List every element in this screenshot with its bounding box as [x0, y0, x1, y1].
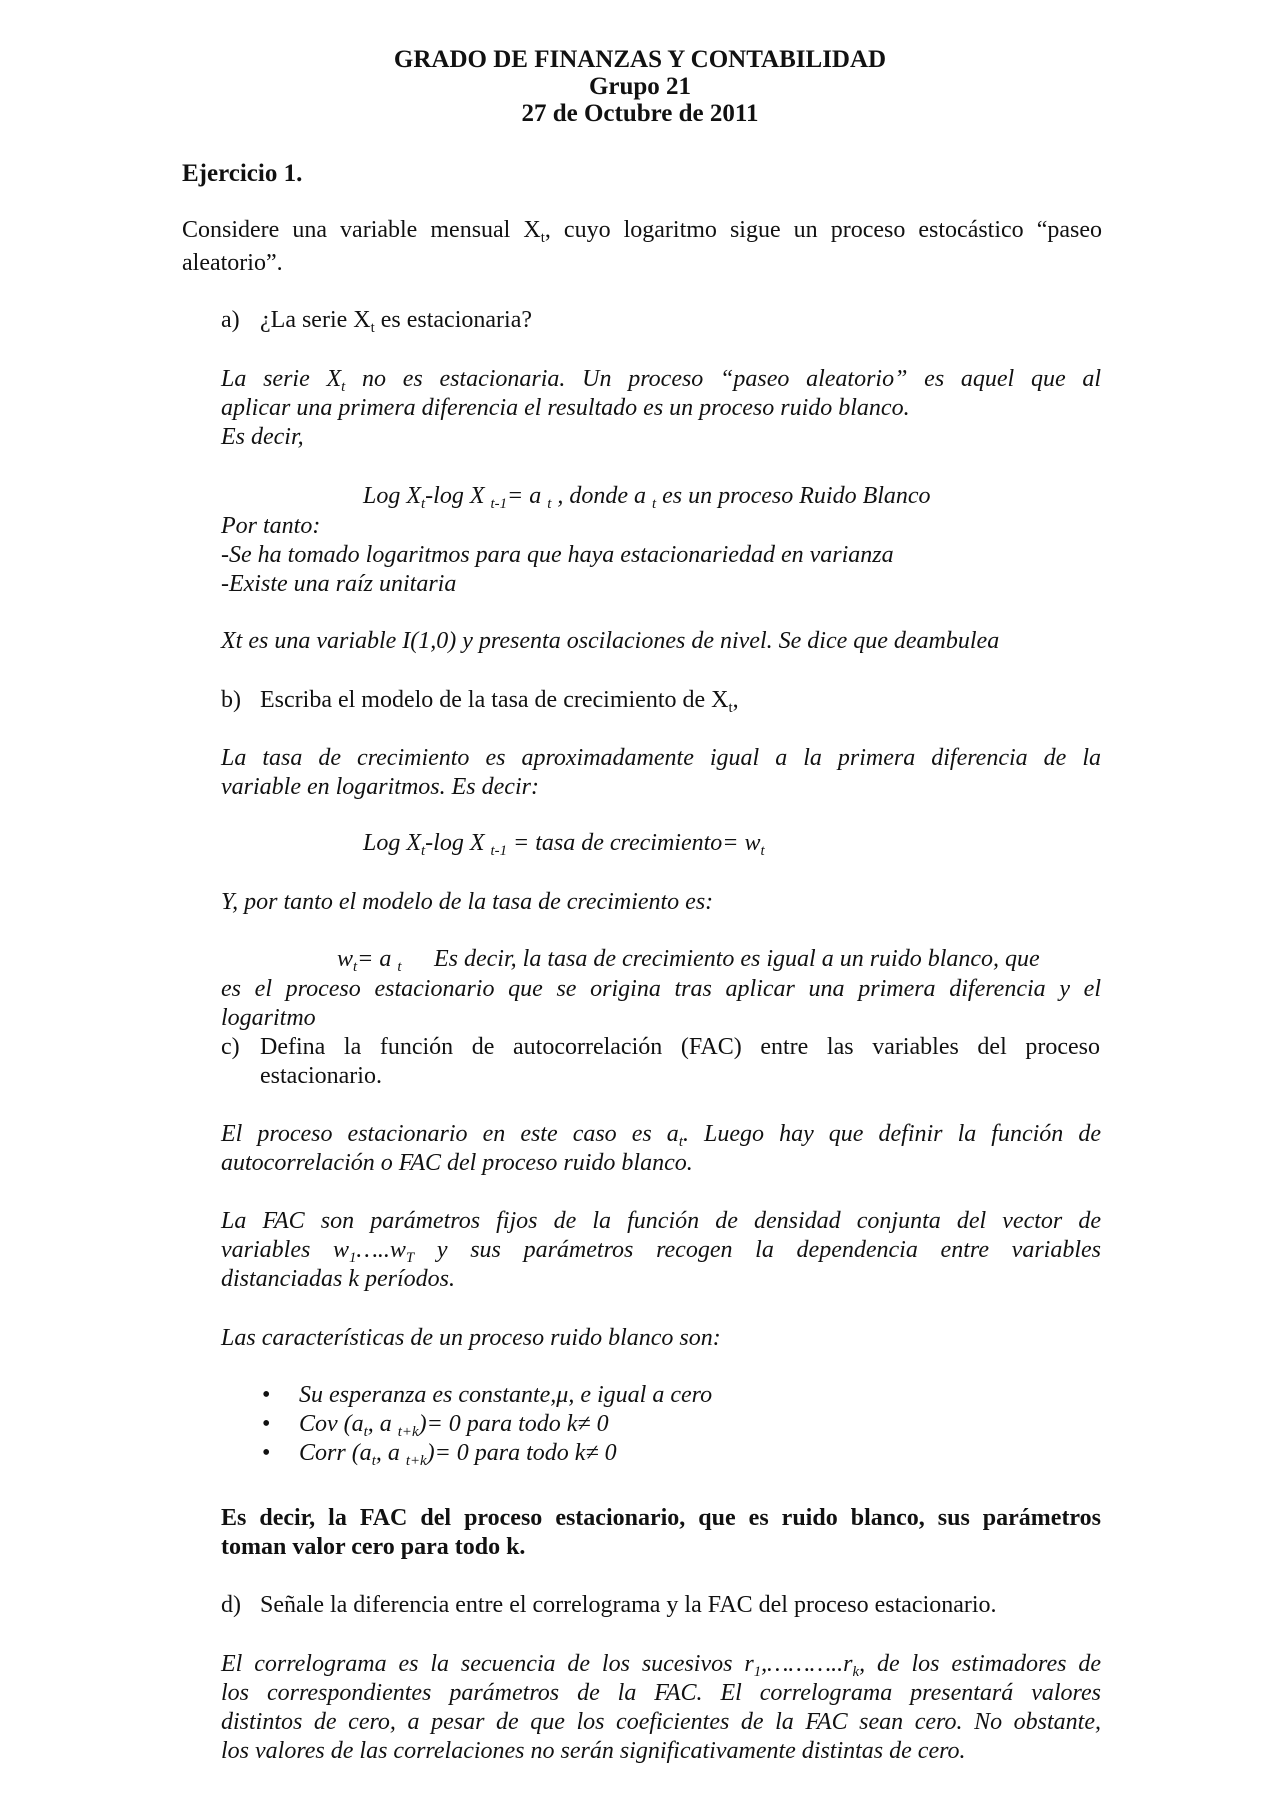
header-group: Grupo 21	[588, 73, 692, 100]
answer-c-line-1: El proceso estacionario en este caso es $a_t$. Luego hay que definir la función de	[221, 1121, 1102, 1151]
answer-a-line-3: Es decir,	[221, 424, 304, 450]
answer-c-line-3: La FAC son parámetros fijos de la función de densidad conjunta del vector de	[221, 1208, 1101, 1234]
bullet-icon: •	[262, 1411, 271, 1437]
answer-d-line-2: los correspondientes parámetros de la FAC. El correlograma presentará valores	[221, 1680, 1101, 1706]
answer-d-line-1: El correlograma es la secuencia de los sucesivos $r_1,\dots\dots\dots..r_k$, de los estimadores de	[221, 1651, 1102, 1681]
bullet-icon: •	[262, 1382, 271, 1408]
answer-c-bold-line-1: Es decir, la FAC del proceso estacionario, que es ruido blanco, sus parámetros	[221, 1505, 1101, 1531]
document-page: GRADO DE FINANZAS Y CONTABILIDAD Grupo 21 27 de Octubre de 2011 Ejercicio 1. Considere una variable mensual $X_t$, cuyo logaritmo sigue un proceso estocástico “paseo aleatorio”. a) ¿La serie $X_t$ es estacionaria? La serie $X_t$ no es estacionaria. Un proceso “paseo aleatorio” es aquel que al aplicar una primera diferencia el resultado es un proceso ruido blanco. Es decir, Log $X_t-\log$ X $_{t-1}$= a $_t$ , donde a $_t$ es un proceso Ruido Blanco Por tanto: -Se ha tomado logaritmos para que haya estacionariedad en varianza -Existe una raíz unitaria Xt es una variable I(1,0) y presenta oscilaciones de nivel. Se dice que deambulea b) Escriba el modelo de la tasa de crecimiento de $X_t$, La tasa de crecimiento es aproximadamente igual a la primera diferencia de la variable en logaritmos. Es decir: Log $X_t-\log$ X $_{t-1}$ = tasa de crecimiento= $w_t$ Y, por tanto el modelo de la tasa de crecimiento es: $w_t= a$ $_t$ Es decir, la tasa de crecimiento es igual a un ruido blanco, que es el proceso estacionario que se origina tras aplicar una primera diferencia y el logaritmo c) Defina la función de autocorrelación (FAC) entre las variables del proceso estacionario. El proceso estacionario en este caso es $a_t$. Luego hay que definir la función de autocorrelación o FAC del proceso ruido blanco. La FAC son parámetros fijos de la función de densidad conjunta del vector de variables $w_1\dots..w_T$ y sus parámetros recogen la dependencia entre variables distanciadas k períodos. Las características de un proceso ruido blanco son: • Su esperanza es constante,μ, e igual a cero • Cov ($a_t$, a $_{t+k}$)= 0 para todo k≠ 0 • Corr ($a_t$, a $_{t+k}$)= 0 para todo k≠ 0 Es decir, la FAC del proceso estacionario, que es ruido blanco, sus parámetros toman valor cero para todo k. d) Señale la diferencia entre el correlograma y la FAC del proceso estacionario. El correlograma es la secuencia de los sucesivos $r_1,\dots\dots\dots..r_k$, de los estimadores de los correspondientes parámetros de la FAC. El correlograma presentará valores distintos de cero, a pesar de que los coeficientes de la FAC sean cero. No obstante, los valores de las correlaciones no serán significativamente distintas de cero.	[0, 0, 1280, 1811]
question-a-label: a)	[221, 307, 240, 333]
equation-random-walk: Log $X_t-\log$ X $_{t-1}$= a $_t$ , donde a $_t$ es un proceso Ruido Blanco	[363, 483, 931, 513]
answer-b-line-2: variable en logaritmos. Es decir:	[221, 774, 539, 800]
answer-a-conclusion: Xt es una variable I(1,0) y presenta oscilaciones de nivel. Se dice que deambulea	[221, 628, 1000, 654]
question-b-text: Escriba el modelo de la tasa de crecimiento de $X_t$,	[260, 687, 739, 717]
question-a-text: ¿La serie $X_t$ es estacionaria?	[260, 307, 532, 337]
answer-c-line-5: distanciadas k períodos.	[221, 1266, 455, 1292]
equation-growth-rate: Log $X_t-\log$ X $_{t-1}$ = tasa de crecimiento= $w_t$	[363, 830, 765, 860]
question-d-label: d)	[221, 1592, 241, 1618]
answer-c-line-6: Las características de un proceso ruido blanco son:	[221, 1325, 721, 1351]
exercise-title: Ejercicio 1.	[182, 160, 303, 187]
answer-c-bold-line-2: toman valor cero para todo k.	[221, 1534, 526, 1560]
intro-line-2: aleatorio”.	[182, 250, 283, 276]
answer-a-line-1: La serie $X_t$ no es estacionaria. Un proceso “paseo aleatorio” es aquel que al	[221, 366, 1101, 396]
answer-a-point-2: -Existe una raíz unitaria	[221, 571, 457, 597]
header-date: 27 de Octubre de 2011	[521, 100, 759, 127]
answer-c-line-4: variables $w_1\dots..w_T$ y sus parámetros recogen la dependencia entre variables	[221, 1237, 1101, 1267]
equation-model: $w_t= a$ $_t$	[337, 946, 402, 976]
answer-b-line-1: La tasa de crecimiento es aproximadamente igual a la primera diferencia de la	[221, 745, 1101, 771]
answer-b-line-cont-1: es el proceso estacionario que se origina tras aplicar una primera diferencia y el	[221, 976, 1101, 1002]
answer-b-model-intro: Y, por tanto el modelo de la tasa de crecimiento es:	[221, 889, 714, 915]
answer-d-line-4: los valores de las correlaciones no serán significativamente distintas de cero.	[221, 1738, 966, 1764]
question-d-text: Señale la diferencia entre el correlograma y la FAC del proceso estacionario.	[260, 1592, 997, 1618]
question-c-label: c)	[221, 1034, 240, 1060]
answer-c-line-2: autocorrelación o FAC del proceso ruido blanco.	[221, 1150, 693, 1176]
answer-b-model-explanation: Es decir, la tasa de crecimiento es igual a un ruido blanco, que	[434, 946, 1040, 972]
answer-a-line-2: aplicar una primera diferencia el resultado es un proceso ruido blanco.	[221, 395, 910, 421]
bullet-icon: •	[262, 1440, 271, 1466]
answer-d-line-3: distintos de cero, a pesar de que los coeficientes de la FAC sean cero. No obstante,	[221, 1709, 1101, 1735]
answer-a-por-tanto: Por tanto:	[221, 513, 321, 539]
answer-a-point-1: -Se ha tomado logaritmos para que haya estacionariedad en varianza	[221, 542, 894, 568]
question-c-line-2: estacionario.	[260, 1063, 382, 1089]
header-title: GRADO DE FINANZAS Y CONTABILIDAD	[393, 46, 887, 73]
question-c-line-1: Defina la función de autocorrelación (FAC) entre las variables del proceso	[260, 1034, 1100, 1060]
intro-line-1: Considere una variable mensual $X_t$, cuyo logaritmo sigue un proceso estocástico “paseo	[182, 217, 1103, 247]
question-b-label: b)	[221, 687, 241, 713]
answer-b-line-cont-2: logaritmo	[221, 1005, 316, 1031]
